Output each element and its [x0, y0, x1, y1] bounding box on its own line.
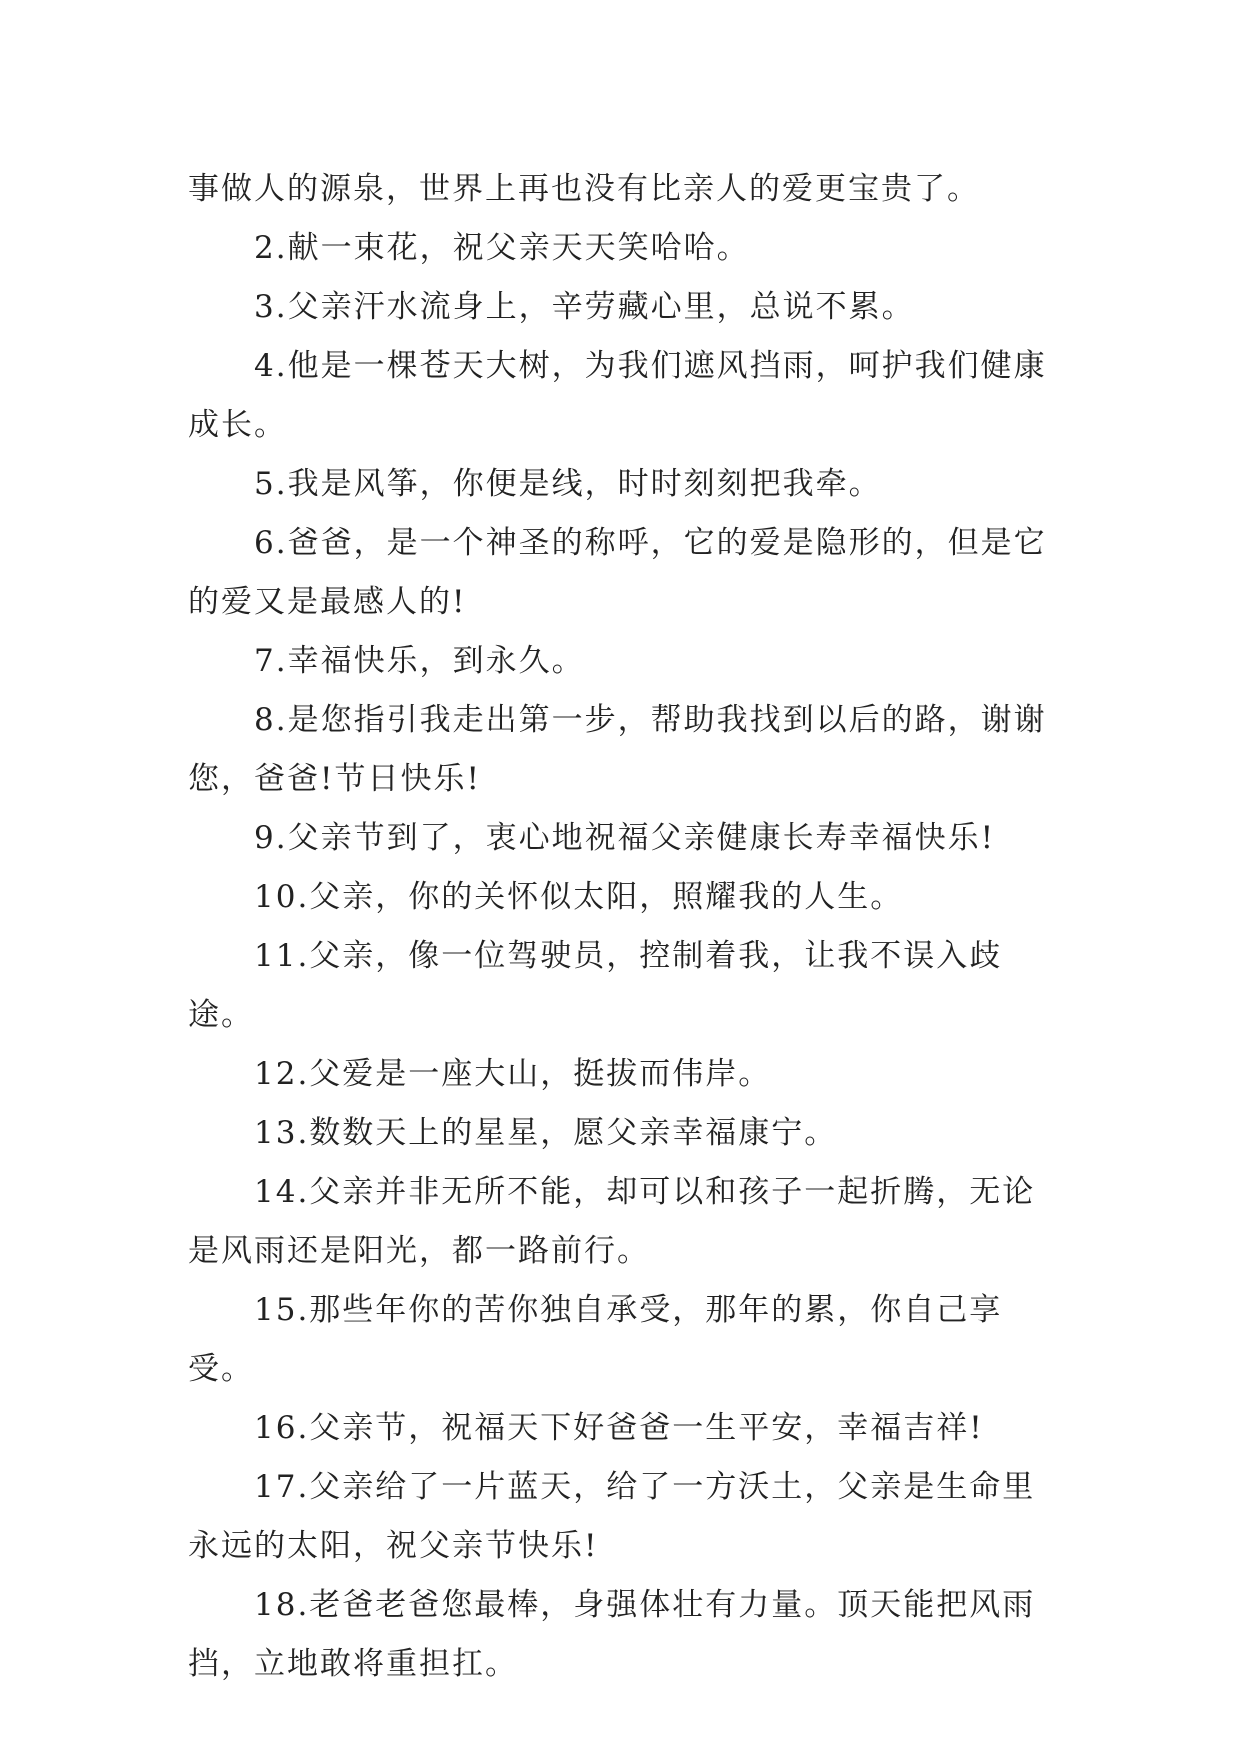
paragraph-item-2: 2.献一束花，祝父亲天天笑哈哈。 — [254, 230, 750, 266]
paragraph-item-8: 8.是您指引我走出第一步，帮助我找到以后的路，谢谢您，爸爸!节日快乐! — [188, 702, 1047, 797]
paragraph-item-15: 15.那些年你的苦你独自承受，那年的累，你自己享受。 — [188, 1292, 1003, 1387]
paragraph-item-7: 7.幸福快乐，到永久。 — [254, 643, 585, 679]
paragraph-item-17: 17.父亲给了一片蓝天，给了一方沃土，父亲是生命里永远的太阳，祝父亲节快乐! — [188, 1469, 1036, 1564]
paragraph-item-9: 9.父亲节到了，衷心地祝福父亲健康长寿幸福快乐! — [254, 820, 996, 856]
paragraph-item-14: 14.父亲并非无所不能，却可以和孩子一起折腾，无论是风雨还是阳光，都一路前行。 — [188, 1174, 1036, 1269]
document-body — [188, 160, 1058, 1694]
paragraph-item-18: 18.老爸老爸您最棒，身强体壮有力量。顶天能把风雨挡，立地敢将重担扛。 — [188, 1587, 1036, 1682]
paragraph-item-10: 10.父亲，你的关怀似太阳，照耀我的人生。 — [254, 879, 904, 915]
paragraph-item-6: 6.爸爸，是一个神圣的称呼，它的爱是隐形的，但是它的爱又是最感人的! — [188, 525, 1047, 620]
paragraph-item-12: 12.父爱是一座大山，挺拔而伟岸。 — [254, 1056, 772, 1092]
paragraph-continuation: 事做人的源泉，世界上再也没有比亲人的爱更宝贵了。 — [188, 171, 980, 207]
paragraph-item-5: 5.我是风筝，你便是线，时时刻刻把我牵。 — [254, 466, 882, 502]
paragraph-item-16: 16.父亲节，祝福天下好爸爸一生平安，幸福吉祥! — [254, 1410, 984, 1446]
paragraph-item-13: 13.数数天上的星星，愿父亲幸福康宁。 — [254, 1115, 838, 1151]
paragraph-item-3: 3.父亲汗水流身上，辛劳藏心里，总说不累。 — [254, 289, 915, 325]
paragraph-item-11: 11.父亲，像一位驾驶员，控制着我，让我不误入歧途。 — [188, 938, 1003, 1033]
paragraph-item-4: 4.他是一棵苍天大树，为我们遮风挡雨，呵护我们健康成长。 — [188, 348, 1047, 443]
